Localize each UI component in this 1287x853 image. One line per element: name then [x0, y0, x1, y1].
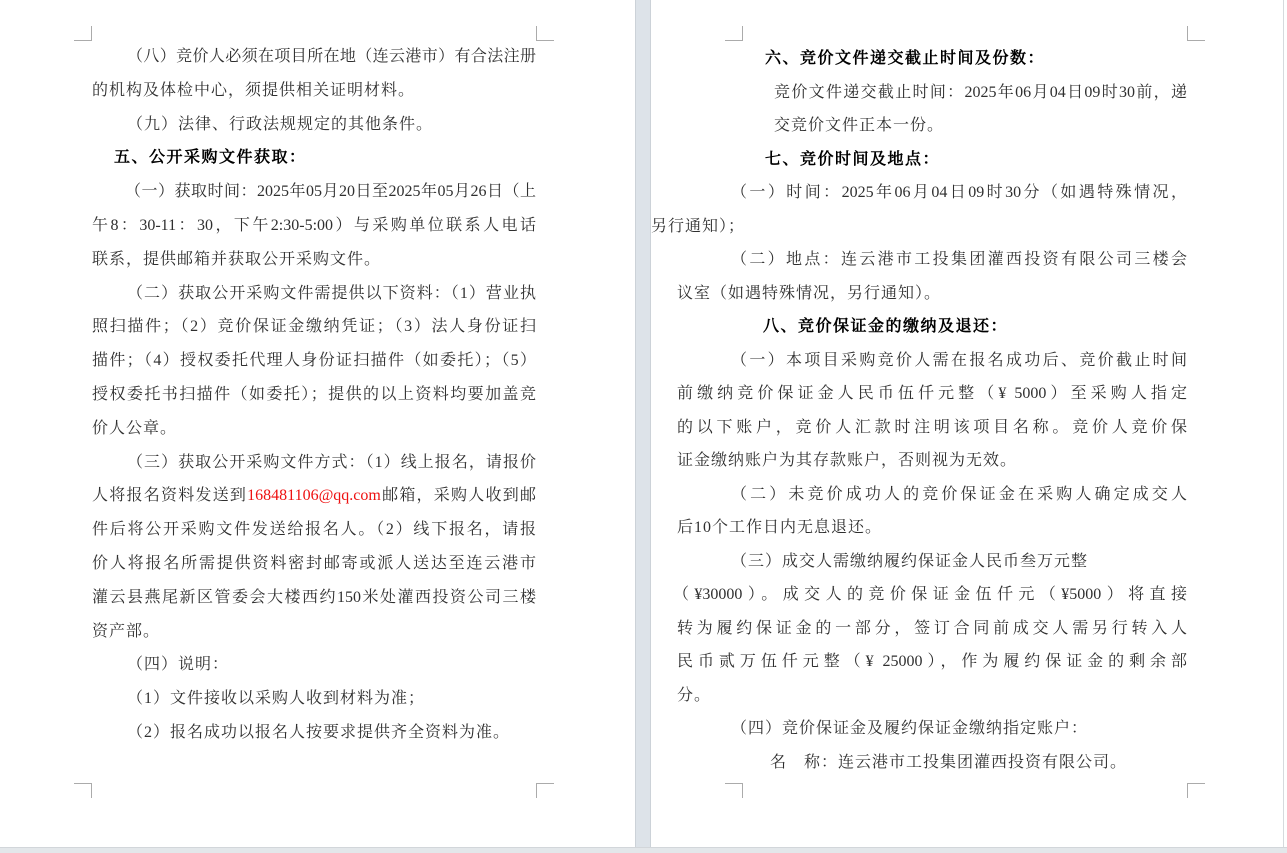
- text-line: 联系，提供邮箱并获取公开采购文件。: [92, 250, 382, 268]
- text-line: （1）文件接收以采购人收到材料为准；: [127, 690, 426, 708]
- crop-mark-bottom-left: [74, 783, 92, 798]
- heading-line: 五、公开采购文件获取：: [114, 149, 307, 167]
- text-line: 民币贰万伍仟元整（¥ 25000），作为履约保证金的剩余部: [677, 653, 1187, 670]
- text-line: （四）竞价保证金及履约保证金缴纳指定账户：: [731, 720, 1089, 737]
- text-line: （一）时间：2025年06月04日09时30分（如遇特殊情况，: [731, 184, 1187, 201]
- text-line: （2）报名成功以报名人按要求提供齐全资料为准。: [127, 724, 511, 741]
- text-line: 后10个工作日内无息退还。: [677, 519, 883, 536]
- text-line: （八）竞价人必须在项目所在地（连云港市）有合法注册: [127, 48, 536, 65]
- email-link[interactable]: 168481106@qq.com: [247, 487, 381, 505]
- text-line: 证金缴纳账户为其存款账户，否则视为无效。: [677, 452, 1018, 469]
- page-2: [651, 0, 1283, 847]
- text-line: （一）获取时间：2025年05月20日至2025年05月26日（上: [125, 183, 536, 201]
- text-line: 价人将报名所需提供资料密封邮寄或派人送达至连云港市: [92, 555, 536, 572]
- heading-line: 六、竞价文件递交截止时间及份数：: [765, 50, 1046, 67]
- crop-mark-bottom-left: [725, 783, 743, 798]
- text-line: （二）未竞价成功人的竞价保证金在采购人确定成交人: [731, 485, 1187, 503]
- text-line: （三）获取公开采购文件方式：（1）线上报名，请报价: [127, 453, 536, 471]
- text-line: 转为履约保证金的一部分，签订合同前成交人需另行转入人: [677, 619, 1187, 637]
- text-line: 授权委托书扫描件（如委托）；提供的以上资料均要加盖竞: [92, 386, 536, 403]
- text-line: 午8：30-11：30，下午2:30-5:00）与采购单位联系人电话: [92, 217, 536, 234]
- text-line: [92, 485, 536, 507]
- text-line: （二）地点：连云港市工投集团灌西投资有限公司三楼会: [731, 251, 1187, 268]
- crop-mark-bottom-right: [536, 783, 554, 798]
- text-line: （二）获取公开采购文件需提供以下资料：（1）营业执: [127, 284, 536, 302]
- text-line: （¥30000）。成交人的竞价保证金伍仟元（¥5000）将直接: [673, 586, 1187, 603]
- text-line: 的以下账户，竞价人汇款时注明该项目名称。竞价人竞价保: [677, 418, 1187, 436]
- text-line: 资产部。: [92, 622, 161, 640]
- heading-line: 七、竞价时间及地点：: [765, 150, 941, 168]
- text-line: 交竞价文件正本一份。: [774, 117, 945, 134]
- crop-mark-top-left: [725, 26, 743, 41]
- text-line: （一）本项目采购竞价人需在报名成功后、竞价截止时间: [731, 351, 1187, 369]
- crop-mark-top-right: [536, 26, 554, 41]
- text-line: 另行通知）；: [651, 217, 746, 235]
- window-right-edge: [1283, 0, 1284, 847]
- text-line: 价人公章。: [92, 419, 178, 437]
- text-segment: 人将报名资料发送到: [92, 487, 248, 505]
- text-line: 竞价文件递交截止时间：2025年06月04日09时30前，递: [774, 83, 1187, 101]
- text-line: （九）法律、行政法规规定的其他条件。: [127, 115, 434, 133]
- text-line: 议室（如遇特殊情况，另行通知）。: [677, 284, 942, 302]
- crop-mark-top-right: [1187, 26, 1205, 41]
- crop-mark-top-left: [74, 26, 92, 41]
- text-line: 灌云县燕尾新区管委会大楼西约150米处灌西投资公司三楼: [92, 588, 536, 606]
- text-line: 前缴纳竞价保证金人民币伍仟元整（¥ 5000）至采购人指定: [677, 385, 1187, 402]
- text-line: （四）说明：: [127, 656, 230, 674]
- horizontal-scroll-area[interactable]: [0, 847, 1287, 853]
- crop-mark-bottom-right: [1187, 783, 1205, 798]
- text-line: 的机构及体检中心，须提供相关证明材料。: [92, 81, 416, 99]
- text-line: 件后将公开采购文件发送给报名人。（2）线下报名，请报: [92, 521, 536, 539]
- page-1: [0, 0, 635, 847]
- text-line: 照扫描件；（2）竞价保证金缴纳凭证；（3）法人身份证扫: [92, 318, 536, 336]
- text-line: 描件；（4）授权委托代理人身份证扫描件（如委托）；（5）: [92, 352, 536, 370]
- text-segment: 邮箱，采购人收到邮: [380, 487, 536, 505]
- page-gap-divider: [635, 0, 651, 847]
- text-line: （三）成交人需缴纳履约保证金人民币叁万元整: [731, 552, 1089, 570]
- text-line: 分。: [677, 686, 712, 704]
- heading-line: 八、竞价保证金的缴纳及退还：: [763, 318, 1009, 335]
- text-line: 名 称：连云港市工投集团灌西投资有限公司。: [770, 753, 1128, 771]
